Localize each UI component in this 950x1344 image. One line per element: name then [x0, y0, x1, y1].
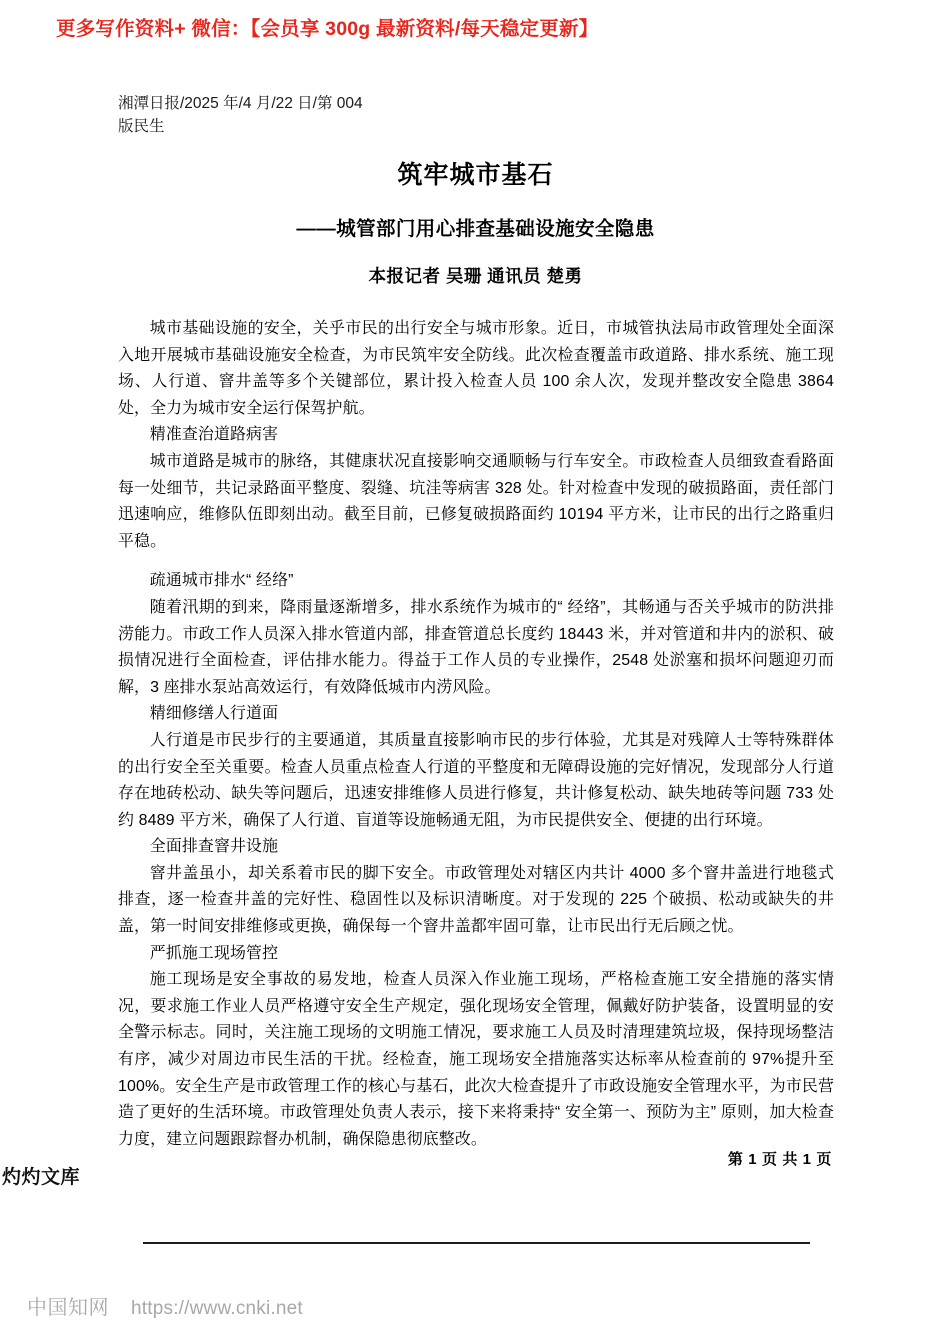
library-watermark: 灼灼文库	[2, 1167, 81, 1188]
page-title: 筑牢城市基石	[397, 161, 554, 189]
byline: 本报记者 吴珊 通讯员 楚勇	[368, 266, 583, 286]
masthead-line-1: 湘潭日报/2025 年/4 月/22 日/第 004	[118, 95, 363, 112]
article-paragraph: 窨井盖虽小，却关系着市民的脚下安全。市政管理处对辖区内共计 4000 多个窨井盖进行地毯式排查，逐一检查井盖的完好性、稳固性以及标识清晰度。对于发现的 225 个破损、松动或缺失的井盖，第一时间安排维修或更换，确保每一个窨井盖都牢固可靠，让市民出行无后顾之忧。	[118, 864, 834, 936]
masthead	[118, 92, 418, 138]
article-section-heading: 严抓施工现场管控	[149, 944, 279, 962]
article-paragraph: 城市基础设施的安全，关乎市民的出行安全与城市形象。近日，市城管执法局市政管理处全面深入地开展城市基础设施安全检查，为市民筑牢安全防线。此次检查覆盖市政道路、排水系统、施工现场、人行道、窨井盖等多个关键部位，累计投入检查人员 100 余人次，发现并整改安全隐患 3864 处，全力为城市安全运行保驾护航。	[118, 320, 834, 417]
article-section-heading: 全面排查窨井设施	[149, 838, 279, 856]
article-section-heading: 精细修缮人行道面	[149, 705, 279, 723]
article-paragraph: 城市道路是城市的脉络，其健康状况直接影响交通顺畅与行车安全。市政检查人员细致查看路面每一处细节，共记录路面平整度、裂缝、坑洼等病害 328 处。针对检查中发现的破损路面，责任部门迅速响应，维修队伍即刻出动。截至目前，已修复破损路面约 10194 平方米，让市民的出行之路重归平稳。	[118, 452, 834, 550]
article-section-heading: 疏通城市排水“ 经络”	[149, 572, 294, 590]
masthead-line-2: 版民生	[118, 118, 165, 135]
article-body	[118, 316, 834, 1153]
headline-block	[118, 158, 833, 290]
footer-divider	[143, 1242, 810, 1244]
article-paragraph: 人行道是市民步行的主要通道，其质量直接影响市民的步行体验，尤其是对残障人士等特殊群体的出行安全至关重要。检查人员重点检查人行道的平整度和无障碍设施的完好情况，发现部分人行道存在地砖松动、缺失等问题后，迅速安排维修人员进行修复，共计修复松动、缺失地砖等问题 733 处约 8489 平方米，确保了人行道、盲道等设施畅通无阻，为市民提供安全、便捷的出行环境。	[118, 731, 834, 829]
cnki-footer	[27, 1291, 303, 1320]
page-subtitle: ——城管部门用心排查基础设施安全隐患	[296, 218, 655, 240]
article-section-heading: 精准查治道路病害	[149, 426, 279, 444]
promo-banner-text: 更多写作资料+ 微信：【会员享 300g 最新资料/每天稳定更新】	[56, 18, 599, 40]
page-number: 第 1 页 共 1 页	[727, 1151, 832, 1168]
article-paragraph: 施工现场是安全事故的易发地，检查人员深入作业施工现场，严格检查施工安全措施的落实情况，要求施工作业人员严格遵守安全生产规定，强化现场安全管理，佩戴好防护装备，设置明显的安全警示标志。同时，关注施工现场的文明施工情况，要求施工人员及时清理建筑垃圾，保持现场整洁有序，减少对周边市民生活的干扰。经检查，施工现场安全措施落实达标率从检查前的 97%提升至 100%。安全生产是市政管理工作的核心与基石，此次大检查提升了市政设施安全管理水平，为市民营造了更好的生活环境。市政管理处负责人表示，接下来将秉持“ 安全第一、预防为主” 原则，加大检查力度，建立问题跟踪督办机制，确保隐患彻底整改。	[118, 971, 834, 1148]
article-paragraph: 随着汛期的到来，降雨量逐渐增多，排水系统作为城市的“ 经络”，其畅通与否关乎城市的防洪排涝能力。市政工作人员深入排水管道内部，排查管道总长度约 18443 米，并对管道和井内的淤积、破损情况进行全面检查，评估排水能力。得益于工作人员的专业操作，2548 处淤塞和损坏问题迎刃而解，3 座排水泵站高效运行，有效降低城市内涝风险。	[118, 598, 834, 696]
cnki-url[interactable]: https://www.cnki.net	[131, 1298, 303, 1319]
cnki-brand-name: 中国知网	[27, 1297, 109, 1319]
promo-banner	[56, 13, 756, 41]
